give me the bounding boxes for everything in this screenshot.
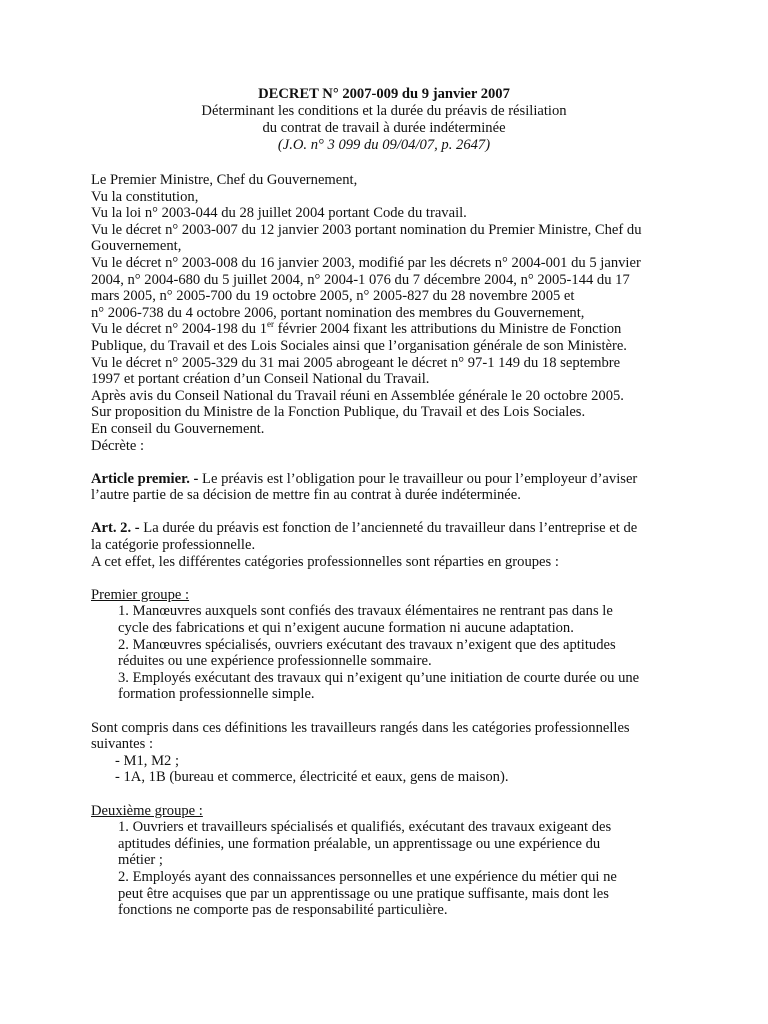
spacer <box>91 786 691 803</box>
definitions-line: suivantes : <box>91 736 154 753</box>
decree-body <box>91 172 691 919</box>
groupe-2-line: aptitudes définies, une formation préalable, un apprentissage ou une expérience du <box>118 835 601 852</box>
preamble-text: février 2004 fixant les attributions du Ministre de Fonction <box>274 321 622 338</box>
article-1-text: Le préavis est l’obligation pour le travailleur ou pour l’employeur d’aviser <box>198 470 638 487</box>
article-1-line <box>91 471 691 488</box>
groupe-2-line: métier ; <box>118 852 163 869</box>
decree-header <box>0 86 768 154</box>
article-2-label: Art. 2. - <box>91 520 140 537</box>
preamble-line: 1997 et portant création d’un Conseil National du Travail. <box>91 371 430 388</box>
groupe-2-line: 1. Ouvriers et travailleurs spécialisés et qualifiés, exécutant des travaux exigeant des <box>118 819 612 836</box>
spacer <box>91 504 691 521</box>
article-1 <box>91 471 691 504</box>
article-2-line: la catégorie professionnelle. <box>91 537 256 554</box>
decree-subtitle-line-1: Déterminant les conditions et la durée du préavis de résiliation <box>201 103 567 119</box>
article-2-line: A cet effet, les différentes catégories professionnelles sont réparties en groupes : <box>91 553 559 570</box>
groupe-2-line: fonctions ne comporte pas de responsabilité particulière. <box>118 902 448 919</box>
preamble-line: Publique, du Travail et des Lois Sociales ainsi que l’organisation générale de son Ministère. <box>91 337 627 354</box>
groupe-1-line: réduites ou une expérience professionnelle sommaire. <box>118 653 432 670</box>
preamble-line: n° 2006-738 du 4 octobre 2006, portant nomination des membres du Gouvernement, <box>91 304 585 321</box>
preamble-line: Le Premier Ministre, Chef du Gouvernement, <box>91 172 358 188</box>
preamble-line: Après avis du Conseil National du Travail réuni en Assemblée générale le 20 octobre 2005. <box>91 387 624 404</box>
preamble-line: 2004, n° 2004-680 du 5 juillet 2004, n° 2004-1 076 du 7 décembre 2004, n° 2005-144 du 17 <box>91 271 630 288</box>
groupe-1-line: formation professionnelle simple. <box>118 686 315 703</box>
preamble-line: Vu le décret n° 2003-007 du 12 janvier 2003 portant nomination du Premier Ministre, Chef du <box>91 221 642 238</box>
spacer <box>91 454 691 471</box>
preamble-line: En conseil du Gouvernement. <box>91 420 265 437</box>
spacer <box>91 570 691 587</box>
preamble-text: Vu le décret n° 2004-198 du 1 <box>91 321 267 338</box>
groupe-1 <box>91 587 691 703</box>
decree-title: DECRET N° 2007-009 du 9 janvier 2007 <box>258 86 510 102</box>
journal-reference: (J.O. n° 3 099 du 09/04/07, p. 2647) <box>277 137 491 153</box>
article-1-line: l’autre partie de sa décision de mettre fin au contrat à durée indéterminée. <box>91 487 521 504</box>
preamble-line: Vu le décret n° 2003-008 du 16 janvier 2003, modifié par les décrets n° 2004-001 du 5 janvier <box>91 254 641 271</box>
groupe-1-line: cycle des fabrications et qui n’exigent aucune formation ni aucune adaptation. <box>118 620 574 637</box>
article-1-label: Article premier. - <box>91 470 199 487</box>
preamble-line <box>91 321 691 338</box>
definitions-item: - M1, M2 ; <box>115 752 180 769</box>
groupe-1-line: 1. Manœuvres auxquels sont confiés des travaux élémentaires ne rentrant pas dans le <box>118 603 613 620</box>
groupe-2-line: peut être acquises que par un apprentissage ou une pratique suffisante, mais dont les <box>118 885 609 902</box>
preamble-line: Sur proposition du Ministre de la Fonction Publique, du Travail et des Lois Sociales. <box>91 404 586 421</box>
preamble-line: Vu le décret n° 2005-329 du 31 mai 2005 abrogeant le décret n° 97-1 149 du 18 septembre <box>91 354 621 371</box>
groupe-2 <box>91 803 691 919</box>
preamble-line: Vu la constitution, <box>91 188 199 205</box>
spacer <box>91 703 691 720</box>
groupe-2-line: 2. Employés ayant des connaissances personnelles et une expérience du métier qui ne <box>118 868 617 885</box>
article-2 <box>91 520 691 570</box>
groupe-1-line: 2. Manœuvres spécialisés, ouvriers exécutant des travaux n’exigent que des aptitudes <box>118 636 616 653</box>
decree-subtitle-line-2: du contrat de travail à durée indéterminée <box>262 120 506 136</box>
ordinal-superscript: er <box>267 319 274 330</box>
preamble-line: mars 2005, n° 2005-700 du 19 octobre 2005, n° 2005-827 du 28 novembre 2005 et <box>91 288 575 305</box>
definitions <box>91 720 691 786</box>
decrete-line: Décrète : <box>91 437 145 454</box>
article-2-line <box>91 520 691 537</box>
preamble <box>91 172 691 454</box>
groupe-1-line: 3. Employés exécutant des travaux qui n’exigent qu’une initiation de courte durée ou une <box>118 669 640 686</box>
article-2-text: La durée du préavis est fonction de l’ancienneté du travailleur dans l’entreprise et de <box>139 520 638 537</box>
definitions-item: - 1A, 1B (bureau et commerce, électricité et eaux, gens de maison). <box>115 769 509 786</box>
definitions-line: Sont compris dans ces définitions les travailleurs rangés dans les catégories professionnelles <box>91 719 630 736</box>
groupe-1-heading: Premier groupe : <box>91 586 190 603</box>
preamble-line: Gouvernement, <box>91 238 182 255</box>
preamble-line: Vu la loi n° 2003-044 du 28 juillet 2004 portant Code du travail. <box>91 205 467 222</box>
groupe-2-heading: Deuxième groupe : <box>91 802 203 819</box>
